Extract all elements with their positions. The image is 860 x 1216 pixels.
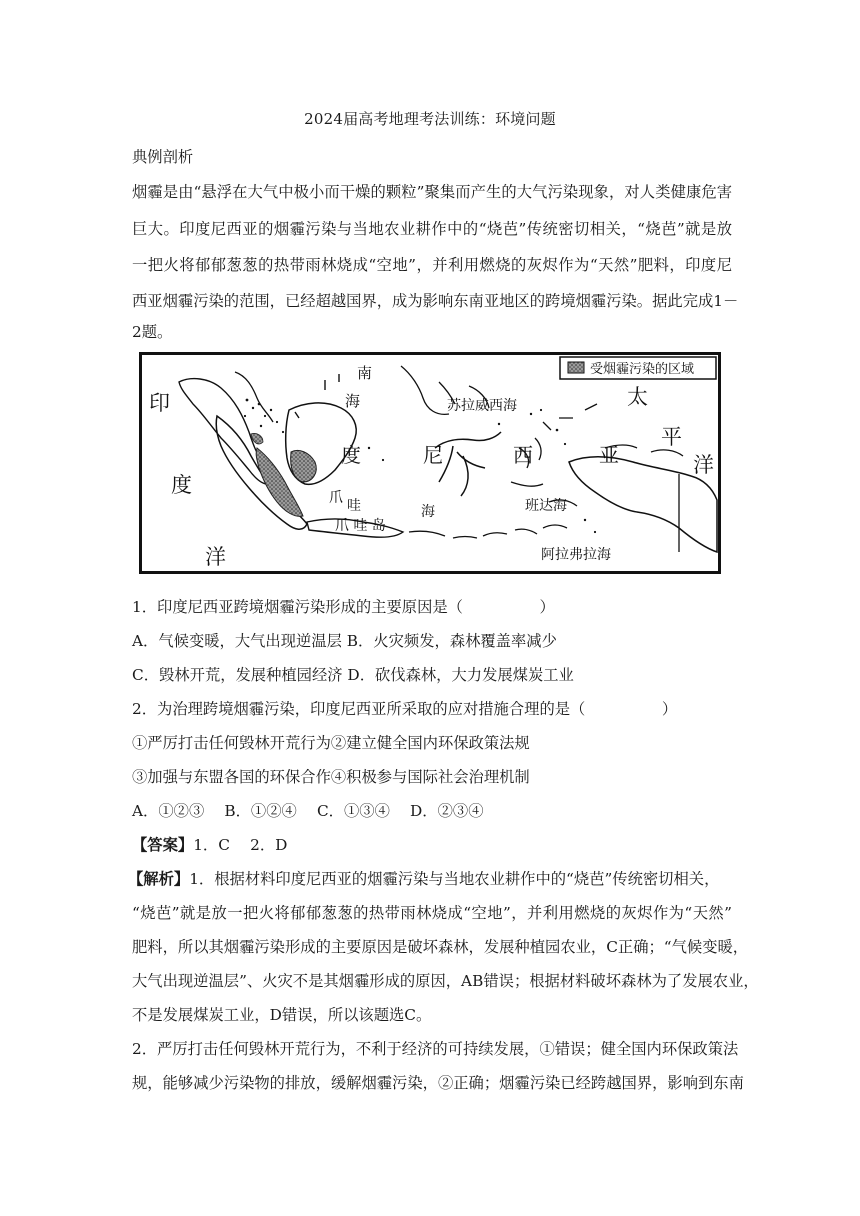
analysis-line-2: “烧芭”就是放一把火将郁郁葱葱的热带雨林烧成“空地”，并利用燃烧的灰烬作为“天然” [132,904,732,922]
label-java-sea-hai: 海 [421,504,435,520]
label-java-zhua: 爪 [329,490,343,506]
analysis-label: 【解析】 [128,870,190,888]
q1-options-ab: A．气候变暖，大气出现逆温层 B．火灾频发，森林覆盖率减少 [132,632,557,650]
q2-options: A．①②③ B．①②④ C．①③④ D．②③④ [132,802,484,820]
label-south-china-sea-hai: 海 [345,392,361,410]
label-banda-sea: 班达海 [525,498,567,514]
analysis-line-5: 不是发展煤炭工业，D错误，所以该题选C。 [132,1006,432,1024]
analysis-line-3: 肥料，所以其烟霾污染形成的主要原因是破坏森林，发展种植园农业，C正确；“气候变暖， [132,938,749,956]
intro-line-2: 巨大。印度尼西亚的烟霾污染与当地农业耕作中的“烧芭”传统密切相关，“烧芭”就是放 [132,220,732,238]
label-indonesia-ni: 尼 [423,443,443,467]
intro-line-5: 2题。 [132,323,173,341]
intro-line-1: 烟霾是由“悬浮在大气中极小而干燥的颗粒”聚集而产生的大气污染现象，对人类健康危害 [132,183,732,201]
intro-line-3: 一把火将郁郁葱葱的热带雨林烧成“空地”，并利用燃烧的灰烬作为“天然”肥料，印度尼 [132,256,732,274]
label-pacific-yang: 洋 [693,453,714,477]
label-indonesia-xi: 西 [513,443,533,467]
label-java-island: 爪 哇 岛 [335,518,386,534]
analysis-first-line [128,869,732,889]
label-arafura-sea: 阿拉弗拉海 [541,547,611,563]
label-indian-ocean-yin: 印 [149,391,170,415]
label-indonesia-du: 度 [341,443,361,467]
q2-stem: 2．为治理跨境烟霾污染，印度尼西亚所采取的应对措施合理的是（ ） [132,700,678,718]
label-south-china-sea-nan: 南 [357,364,373,382]
label-indian-ocean-du: 度 [171,473,192,497]
q2-items-12: ①严厉打击任何毁林开荒行为②建立健全国内环保政策法规 [132,734,530,752]
section-heading: 典例剖析 [132,148,194,166]
analysis-text-1: 1．根据材料印度尼西亚的烟霾污染与当地农业耕作中的“烧芭”传统密切相关， [189,870,720,888]
analysis-line-7: 规，能够减少污染物的排放，缓解烟霾污染，②正确；烟霾污染已经跨越国界，影响到东南 [132,1074,744,1092]
q1-stem: 1．印度尼西亚跨境烟霾污染形成的主要原因是（ ） [132,598,555,616]
label-indonesia-ya: 亚 [599,443,619,467]
label-java-wa: 哇 [347,498,361,514]
answer-label: 【答案】 [132,836,194,854]
label-pacific-tai: 太 [627,385,648,409]
answer-text: 1．C 2．D [193,836,288,854]
label-pacific-ping: 平 [661,425,682,449]
document-title: 2024届高考地理考法训练：环境问题 [304,110,556,128]
q1-options-cd: C．毁林开荒，发展种植园经济 D．砍伐森林，大力发展煤炭工业 [132,666,574,684]
label-sulawesi-sea: 苏拉威西海 [447,398,517,414]
legend-label: 受烟霾污染的区域 [590,362,695,377]
intro-line-4: 西亚烟霾污染的范围，已经超越国界，成为影响东南亚地区的跨境烟霾污染。据此完成1－ [132,292,739,310]
analysis-line-6: 2．严厉打击任何毁林开荒行为，不利于经济的可持续发展，①错误；健全国内环保政策法 [132,1040,739,1058]
q2-items-34: ③加强与东盟各国的环保合作④积极参与国际社会治理机制 [132,768,530,786]
analysis-line-4: 大气出现逆温层”、火灾不是其烟霾形成的原因，AB错误；根据材料破坏森林为了发展农业， [132,972,759,990]
answer-line [132,835,732,855]
label-indian-ocean-yang: 洋 [205,545,226,569]
haze-pollution-map [139,352,721,574]
